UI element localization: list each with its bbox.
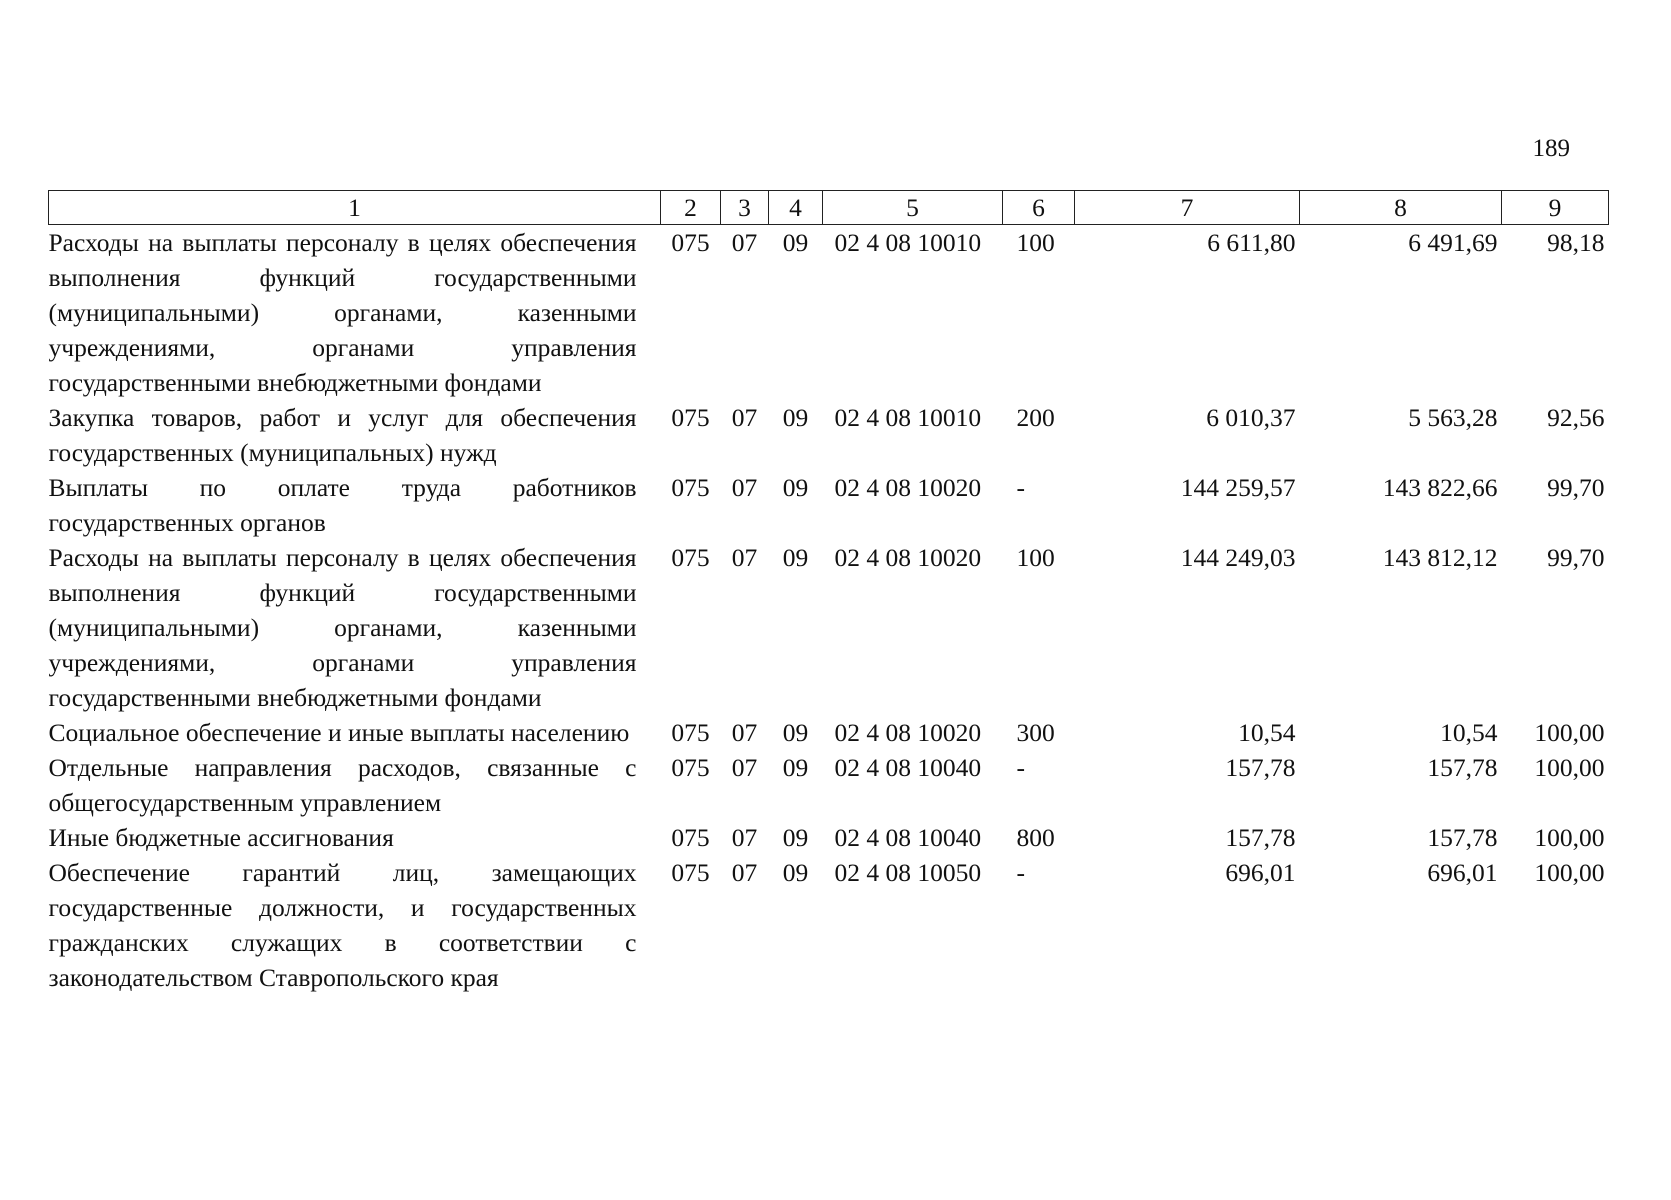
expense-type-code: -: [1016, 473, 1025, 502]
planned-amount: 6 611,80: [1207, 228, 1296, 257]
planned-amount: 696,01: [1225, 858, 1296, 887]
table-row: [49, 750, 1609, 820]
expense-name: Расходы на выплаты персоналу в целях обеспечения выполнения функций государственными (муниципальными) органами, казенными учреждениями, органами управления государственными внебюджетными фондами: [48, 543, 637, 712]
planned-amount: 157,78: [1225, 753, 1296, 782]
executed-amount: 143 822,66: [1382, 473, 1498, 502]
planned-amount: 144 259,57: [1180, 473, 1296, 502]
table-row: [49, 470, 1609, 540]
page-number: 189: [1532, 135, 1570, 162]
section-code: 07: [731, 543, 758, 572]
section-code: 07: [731, 228, 758, 257]
executed-amount: 5 563,28: [1408, 403, 1498, 432]
subsection-code: 09: [782, 823, 809, 852]
execution-percent: 100,00: [1534, 823, 1605, 852]
executed-amount: 157,78: [1427, 823, 1498, 852]
header-row: [49, 191, 1609, 225]
subsection-code: 09: [782, 228, 809, 257]
subsection-code: 09: [782, 858, 809, 887]
target-article-code: 02 4 08 10020: [834, 543, 982, 572]
target-article-code: 02 4 08 10020: [834, 473, 982, 502]
table-row: [49, 400, 1609, 470]
ministry-code: 075: [671, 473, 710, 502]
ministry-code: 075: [671, 718, 710, 747]
table-row: [49, 715, 1609, 750]
ministry-code: 075: [671, 753, 710, 782]
expense-name: Социальное обеспечение и иные выплаты населению: [48, 718, 630, 747]
expense-type-code: -: [1016, 753, 1025, 782]
expense-type-code: -: [1016, 858, 1025, 887]
section-code: 07: [731, 403, 758, 432]
section-code: 07: [731, 473, 758, 502]
expense-type-code: 800: [1016, 823, 1055, 852]
subsection-code: 09: [782, 753, 809, 782]
subsection-code: 09: [782, 543, 809, 572]
expense-name: Обеспечение гарантий лиц, замещающих государственные должности, и государственных гражданских служащих в соответствии с законодательством Ставропольского края: [48, 858, 637, 992]
ministry-code: 075: [671, 403, 710, 432]
planned-amount: 6 010,37: [1206, 403, 1296, 432]
column-header-6: 6: [1003, 191, 1075, 225]
table-body: [49, 225, 1609, 996]
execution-percent: 98,18: [1547, 228, 1605, 257]
column-header-8: 8: [1300, 191, 1502, 225]
table-header: [49, 191, 1609, 225]
section-code: 07: [731, 823, 758, 852]
column-header-3: 3: [721, 191, 769, 225]
ministry-code: 075: [671, 543, 710, 572]
executed-amount: 157,78: [1427, 753, 1498, 782]
expense-type-code: 100: [1016, 543, 1055, 572]
execution-percent: 99,70: [1547, 473, 1605, 502]
target-article-code: 02 4 08 10010: [834, 403, 982, 432]
column-header-4: 4: [769, 191, 823, 225]
executed-amount: 10,54: [1440, 718, 1498, 747]
executed-amount: 143 812,12: [1382, 543, 1498, 572]
table-row: [49, 540, 1609, 715]
ministry-code: 075: [671, 823, 710, 852]
planned-amount: 144 249,03: [1180, 543, 1296, 572]
target-article-code: 02 4 08 10010: [834, 228, 982, 257]
budget-table: [48, 190, 1609, 995]
table-row: [49, 855, 1609, 995]
section-code: 07: [731, 858, 758, 887]
executed-amount: 696,01: [1427, 858, 1498, 887]
expense-type-code: 100: [1016, 228, 1055, 257]
execution-percent: 100,00: [1534, 718, 1605, 747]
expense-type-code: 200: [1016, 403, 1055, 432]
table-row: [49, 820, 1609, 855]
section-code: 07: [731, 718, 758, 747]
column-header-5: 5: [823, 191, 1003, 225]
column-header-1: 1: [49, 191, 661, 225]
execution-percent: 100,00: [1534, 858, 1605, 887]
target-article-code: 02 4 08 10050: [834, 858, 982, 887]
target-article-code: 02 4 08 10040: [834, 823, 982, 852]
target-article-code: 02 4 08 10020: [834, 718, 982, 747]
expense-name: Расходы на выплаты персоналу в целях обеспечения выполнения функций государственными (муниципальными) органами, казенными учреждениями, органами управления государственными внебюджетными фондами: [48, 228, 637, 397]
planned-amount: 157,78: [1225, 823, 1296, 852]
subsection-code: 09: [782, 718, 809, 747]
subsection-code: 09: [782, 403, 809, 432]
column-header-7: 7: [1075, 191, 1300, 225]
column-header-2: 2: [661, 191, 721, 225]
planned-amount: 10,54: [1238, 718, 1296, 747]
table-row: [49, 225, 1609, 401]
expense-name: Закупка товаров, работ и услуг для обеспечения государственных (муниципальных) нужд: [48, 403, 637, 467]
expense-name: Иные бюджетные ассигнования: [48, 823, 394, 852]
expense-name: Выплаты по оплате труда работников государственных органов: [48, 473, 637, 537]
execution-percent: 92,56: [1547, 403, 1605, 432]
expense-type-code: 300: [1016, 718, 1055, 747]
section-code: 07: [731, 753, 758, 782]
execution-percent: 99,70: [1547, 543, 1605, 572]
execution-percent: 100,00: [1534, 753, 1605, 782]
expense-name: Отдельные направления расходов, связанные с общегосударственным управлением: [48, 753, 637, 817]
executed-amount: 6 491,69: [1408, 228, 1498, 257]
ministry-code: 075: [671, 858, 710, 887]
ministry-code: 075: [671, 228, 710, 257]
column-header-9: 9: [1502, 191, 1609, 225]
target-article-code: 02 4 08 10040: [834, 753, 982, 782]
subsection-code: 09: [782, 473, 809, 502]
